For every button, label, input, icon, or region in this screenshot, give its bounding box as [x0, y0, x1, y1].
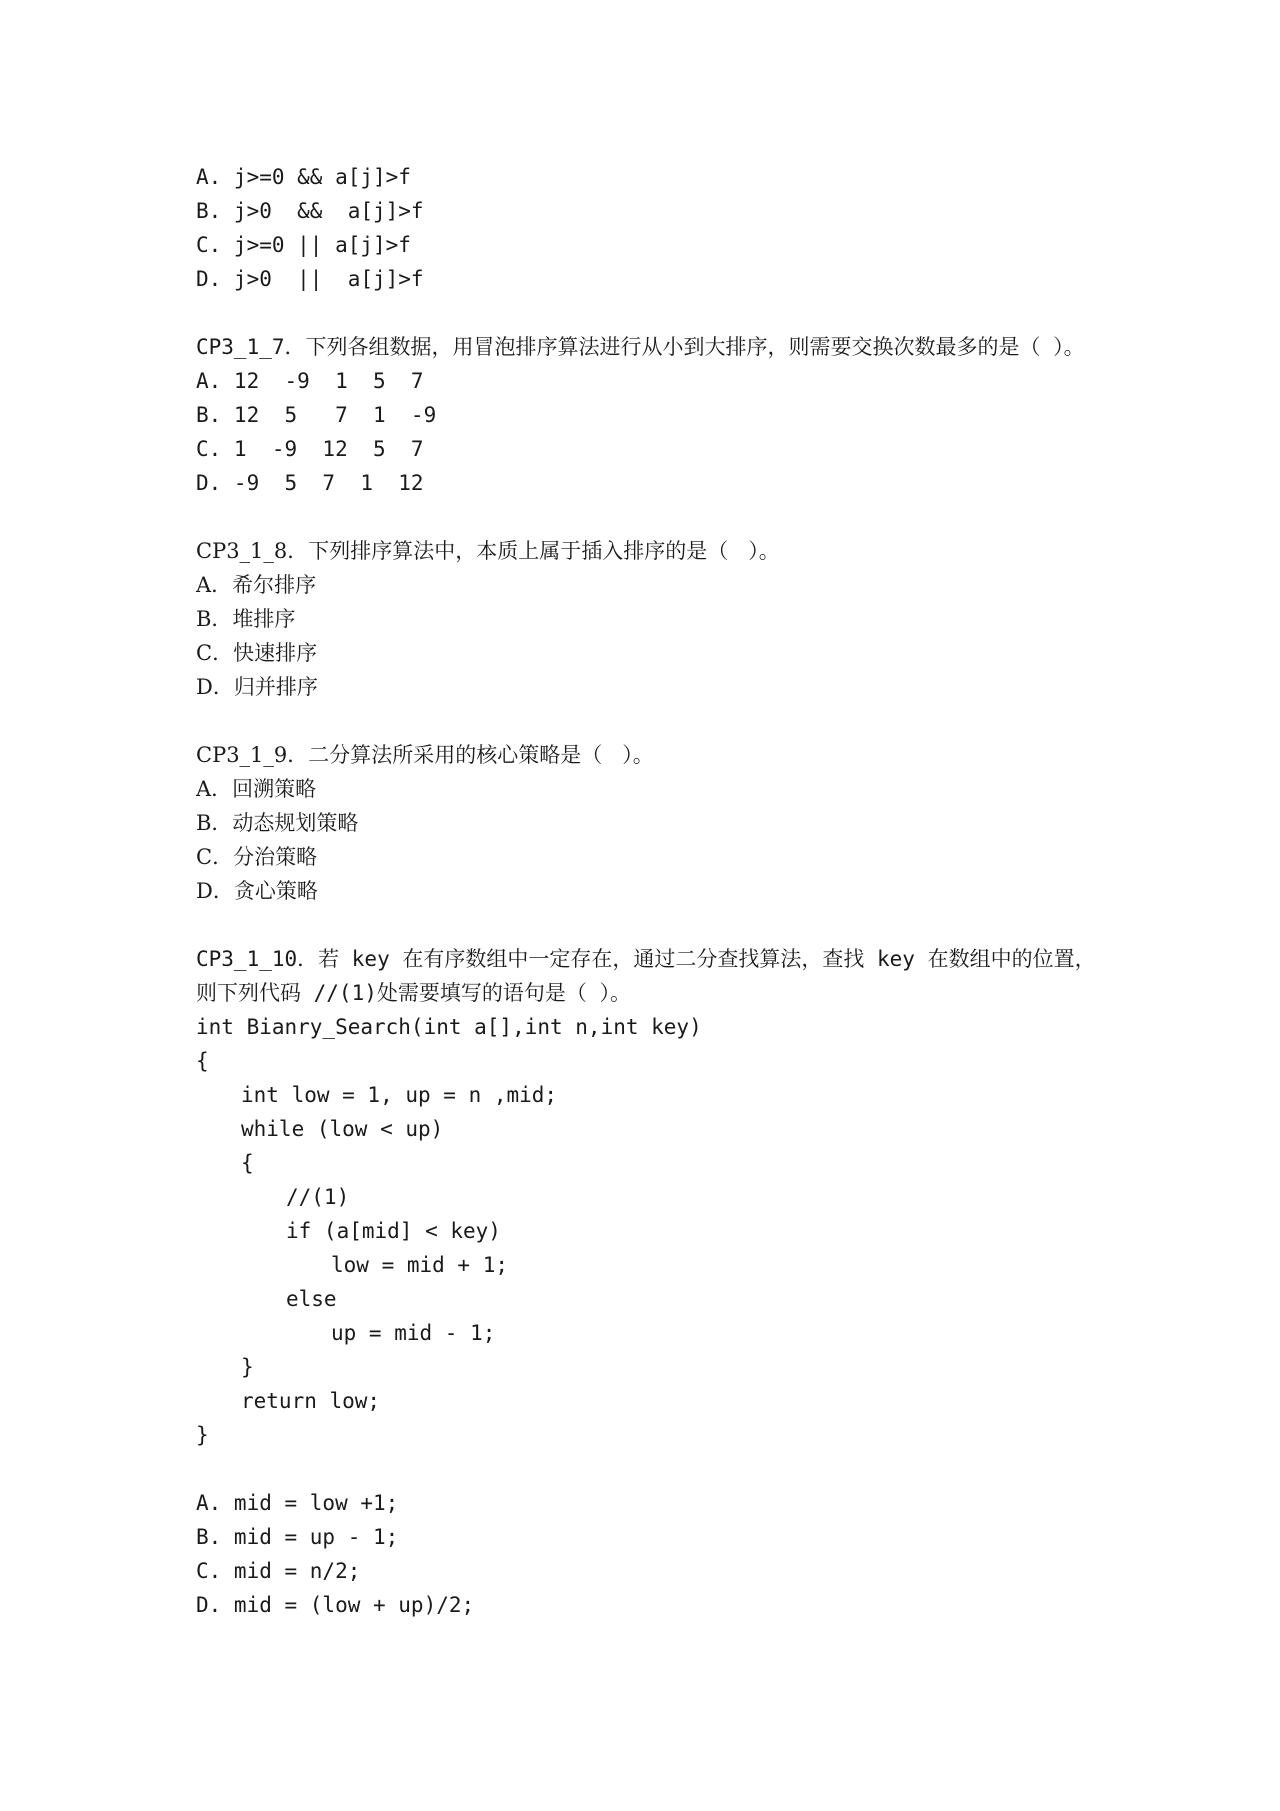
option-b: B．堆排序	[196, 607, 296, 631]
code-line: {	[241, 1151, 254, 1175]
option-d: D．贪心策略	[196, 879, 318, 903]
question-9-title: CP3_1_9．二分算法所采用的核心策略是（ ）。	[196, 743, 654, 767]
option-c: C．分治策略	[196, 845, 318, 869]
question-10	[196, 942, 1116, 1622]
option-c: C. 1 -9 12 5 7	[196, 437, 424, 461]
question-6-options	[196, 160, 1116, 296]
code-block	[196, 1010, 1116, 1452]
option-c: C．快速排序	[196, 641, 318, 665]
question-7	[196, 330, 1116, 500]
option-d: D. -9 5 7 1 12	[196, 471, 424, 495]
option-a: A. mid = low +1;	[196, 1491, 399, 1515]
code-line: if (a[mid] < key)	[286, 1219, 501, 1243]
question-10-title: CP3_1_10．若 key 在有序数组中一定存在，通过二分查找算法，查找 key 在数组中的位置，则下列代码 //(1)处需要填写的语句是（ ）。	[196, 947, 1096, 1005]
option-b: B．动态规划策略	[196, 811, 359, 835]
option-c: C. mid = n/2;	[196, 1559, 361, 1583]
document-page	[196, 160, 1116, 1622]
question-7-title: CP3_1_7．下列各组数据，用冒泡排序算法进行从小到大排序，则需要交换次数最多的是（ ）。	[196, 335, 1085, 359]
code-line: {	[196, 1049, 209, 1073]
option-d: D．归并排序	[196, 675, 318, 699]
code-line: int Bianry_Search(int a[],int n,int key)	[196, 1015, 702, 1039]
option-b: B. 12 5 7 1 -9	[196, 403, 437, 427]
code-line: }	[241, 1355, 254, 1379]
code-line: //(1)	[286, 1185, 350, 1209]
code-line: else	[286, 1287, 337, 1311]
option-a: A．回溯策略	[196, 777, 317, 801]
code-line: return low;	[241, 1389, 381, 1413]
question-8	[196, 534, 1116, 704]
code-line: int low = 1, up = n ,mid;	[241, 1083, 558, 1107]
code-line: up = mid - 1;	[331, 1321, 496, 1345]
code-line: while (low < up)	[241, 1117, 444, 1141]
option-a: A. 12 -9 1 5 7	[196, 369, 424, 393]
option-a: A. j>=0 && a[j]>f	[196, 165, 411, 189]
option-b: B. j>0 && a[j]>f	[196, 199, 424, 223]
option-a: A．希尔排序	[196, 573, 317, 597]
code-line: }	[196, 1423, 209, 1447]
question-8-title: CP3_1_8．下列排序算法中，本质上属于插入排序的是（ ）。	[196, 539, 780, 563]
option-b: B. mid = up - 1;	[196, 1525, 399, 1549]
option-d: D. j>0 || a[j]>f	[196, 267, 424, 291]
question-9	[196, 738, 1116, 908]
code-line: low = mid + 1;	[331, 1253, 509, 1277]
option-c: C. j>=0 || a[j]>f	[196, 233, 411, 257]
option-d: D. mid = (low + up)/2;	[196, 1593, 475, 1617]
